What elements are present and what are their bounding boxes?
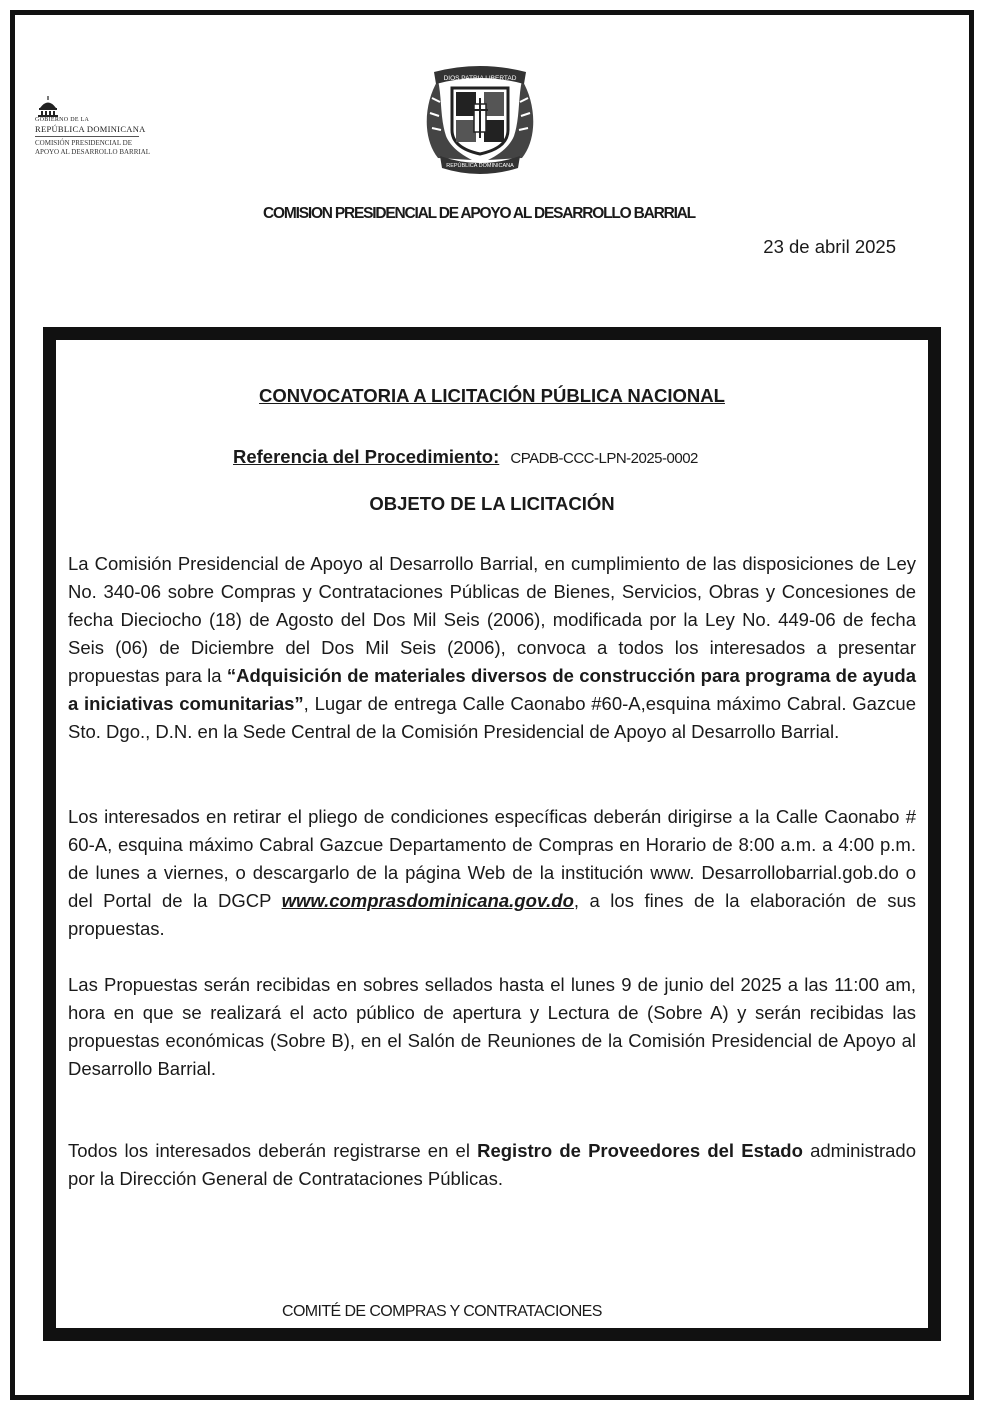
logo-line-1: GOBIERNO DE LA: [35, 117, 90, 123]
coat-of-arms-icon: [420, 58, 540, 180]
paragraph-convocation: [68, 550, 916, 746]
coat-motto-text: DIOS PATRIA LIBERTAD: [443, 75, 517, 82]
document-date: 23 de abril 2025: [763, 236, 896, 257]
paragraph-specifications: [68, 803, 916, 943]
p1-project-name: “Adquisición de materiales diversos de construcción para programa de ayuda a iniciativas comunitarias”: [68, 665, 916, 714]
notice-body: [56, 340, 928, 1328]
p2-text-b: , a los fines de la elaboración de sus propuestas.: [68, 890, 916, 939]
notice-frame: [43, 327, 941, 1341]
portal-link[interactable]: www.comprasdominicana.gov.do: [281, 890, 574, 911]
objective-heading: OBJETO DE LA LICITACIÓN: [369, 493, 615, 514]
paragraph-registry: [68, 1137, 916, 1193]
logo-line-2: REPÚBLICA DOMINICANA: [35, 124, 146, 134]
reference-code: CPADB-CCC-LPN-2025-0002: [510, 450, 698, 467]
paragraph-proposals: Las Propuestas serán recibidas en sobres sellados hasta el lunes 9 de junio del 2025 a las 11:00 am, hora en que se realizará el acto público de apertura y Lectura de (Sobre A) y serán recibidas las propuestas económicas (Sobre B), en el Salón de Reuniones de la Comisión Presidencial de Apoyo al Desarrollo Barrial.: [68, 974, 916, 1079]
p4-registry-name: Registro de Proveedores del Estado: [477, 1140, 803, 1161]
p1-text-b: , Lugar de entrega Calle Caonabo #60-A,esquina máximo Cabral. Gazcue Sto. Dgo., D.N. en la Sede Central de la Comisión Presidencial de Apoyo al Desarrollo Barrial.: [68, 693, 916, 742]
p2-text-a: Los interesados en retirar el pliego de condiciones específicas deberán dirigirse a la Calle Caonabo # 60-A, esquina máximo Cabral Gazcue Departamento de Compras en Horario de 8:00 a.m. a 4:00 p.m. de lunes a viernes, o descargarlo de la página Web de la institución www. Desarrollobarrial.gob.do o del Portal de la DGCP: [68, 806, 916, 911]
p4-text-b: administrado por la Dirección General de Contrataciones Públicas.: [68, 1140, 916, 1189]
logo-divider: [35, 136, 139, 137]
p4-text-a: Todos los interesados deberán registrarse en el: [68, 1140, 478, 1161]
logo-line-4: APOYO AL DESARROLLO BARRIAL: [35, 148, 151, 156]
logo-line-3: COMISIÓN PRESIDENCIAL DE: [35, 139, 132, 147]
notice-title: CONVOCATORIA A LICITACIÓN PÚBLICA NACIONAL: [259, 385, 725, 406]
institution-title: COMISION PRESIDENCIAL DE APOYO AL DESARROLLO BARRIAL: [263, 205, 695, 222]
reference-line: [233, 446, 698, 468]
coat-banner-text: REPÚBLICA DOMINICANA: [446, 163, 514, 169]
reference-label: Referencia del Procedimiento:: [233, 446, 500, 467]
government-logo: [35, 95, 155, 157]
dome-icon: [37, 95, 59, 117]
committee-signature: COMITÉ DE COMPRAS Y CONTRATACIONES: [282, 1303, 602, 1320]
p1-text-a: La Comisión Presidencial de Apoyo al Desarrollo Barrial, en cumplimiento de las disposiciones de Ley No. 340-06 sobre Compras y Contrataciones Públicas de Bienes, Servicios, Obras y Concesiones de fecha Dieciocho (18) de Agosto del Dos Mil Seis (2006), modificada por la Ley No. 449-06 de fecha Seis (06) de Diciembre del Dos Mil Seis (2006), convoca a todos los interesados a presentar propuestas para la: [68, 553, 916, 686]
